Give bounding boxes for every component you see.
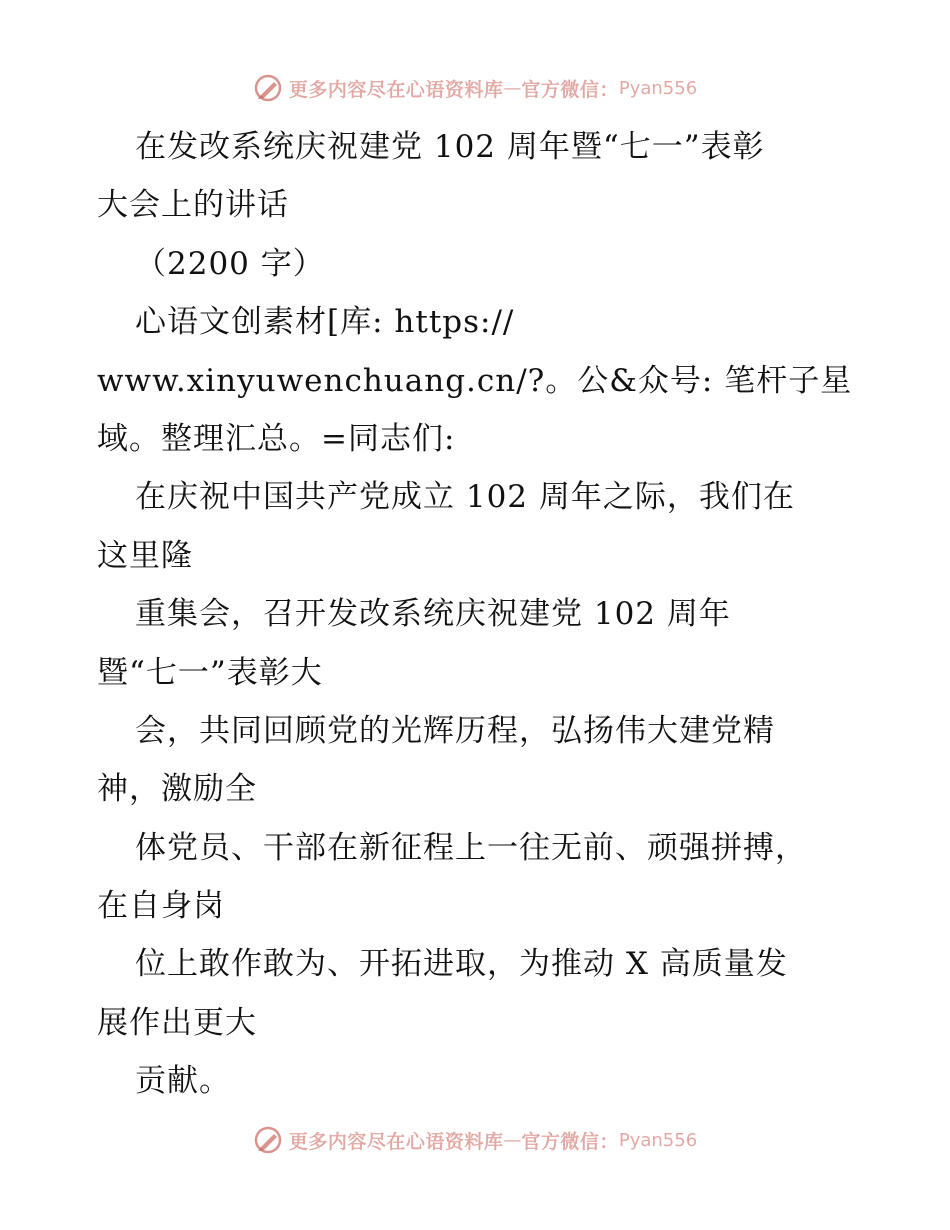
banner-title: 更多内容尽在心语资料库 [288, 1130, 504, 1153]
banner-dash: — [503, 1129, 522, 1151]
source-line-3: 域。整理汇总。=同志们: [97, 420, 456, 457]
pen-logo-icon [253, 73, 283, 103]
paragraph-line: 在自身岗 [97, 888, 225, 925]
footer-banner [0, 1120, 950, 1160]
paragraph-line: 重集会，召开发改系统庆祝建党 102 周年 [135, 596, 731, 633]
banner-title: 更多内容尽在心语资料库 [288, 78, 504, 101]
banner-wechat-id: Pyan556 [618, 1129, 698, 1151]
pen-logo-icon [253, 1125, 283, 1155]
title-line-2: 大会上的讲话 [97, 187, 289, 224]
document-body [97, 118, 857, 1111]
paragraph-line: 暨“七一”表彰大 [97, 654, 323, 691]
paragraph-line: 会，共同回顾党的光辉历程，弘扬伟大建党精 [135, 712, 775, 749]
paragraph-line: 体党员、干部在新征程上一往无前、顽强拼搏， [135, 829, 807, 866]
banner-wechat-label: 官方微信： [521, 78, 619, 101]
paragraph-line: 贡献。 [135, 1063, 231, 1100]
title-line-1: 在发改系统庆祝建党 102 周年暨“七一”表彰 [135, 129, 765, 165]
banner-wechat-id: Pyan556 [618, 77, 698, 99]
source-line-1: 心语文创素材[库: https:// [135, 304, 515, 341]
header-banner [0, 68, 950, 108]
word-count: （2200 字） [135, 245, 325, 282]
banner-dash: — [503, 77, 522, 99]
source-line-2: www.xinyuwenchuang.cn/?。公&众号: 笔杆子星 [97, 362, 853, 399]
paragraph-line: 展作出更大 [97, 1004, 257, 1041]
paragraph-line: 这里隆 [97, 537, 193, 574]
paragraph-line: 神，激励全 [97, 771, 257, 808]
paragraph-line: 在庆祝中国共产党成立 102 周年之际，我们在 [135, 479, 795, 516]
banner-wechat-label: 官方微信： [521, 1130, 619, 1153]
paragraph-line: 位上敢作敢为、开拓进取，为推动 X 高质量发 [135, 946, 788, 983]
